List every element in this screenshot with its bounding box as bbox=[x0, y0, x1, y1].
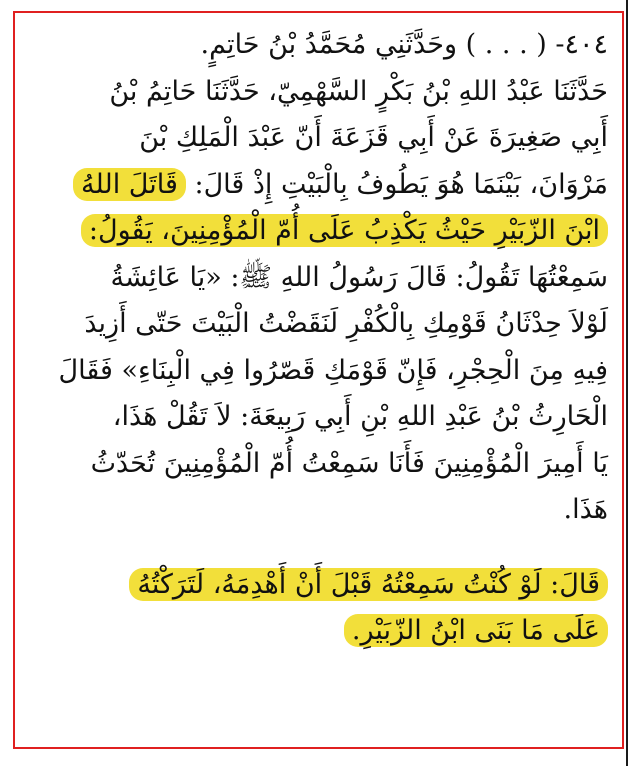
text-line-6: سَمِعْتُهَا تَقُولُ: قَالَ رَسُولُ اللهِ ﷺ: «يَا عَائِشَةُ bbox=[110, 261, 608, 293]
text-line-10: يَا أَمِيرَ الْمُؤْمِنِينَ فَأَنَا سَمِعْتُ أُمّ الْمُؤْمِنِينَ تُحَدّثُ bbox=[90, 447, 608, 479]
text-line-2: حَدَّثَنَا عَبْدُ اللهِ بْنُ بَكْرٍ السَّهْمِيّ، حَدَّثَنَا حَاتِمُ بْنُ bbox=[109, 75, 608, 107]
text-line-8: فِيهِ مِنَ الْحِجْرِ، فَإِنّ قَوْمَكِ قَصّرُوا فِي الْبِنَاءِ» فَقَالَ bbox=[58, 354, 608, 386]
text-line-3: أَبِي صَغِيرَةَ عَنْ أَبِي قَزَعَةَ أَنّ عَبْدَ الْمَلِكِ بْنَ bbox=[139, 122, 608, 153]
text-line-7: لَوْلاَ حِدْثَانُ قَوْمِكِ بِالْكُفْرِ لَنَقَضْتُ الْبَيْتَ حَتّى أَزِيدَ bbox=[84, 308, 608, 339]
highlighted-phrase-3: قَالَ: لَوْ كُنْتُ سَمِعْتُهُ قَبْلَ أَنْ أَهْدِمَهُ، لَتَرَكْتُهُ bbox=[129, 568, 608, 601]
text-line-4-plain: مَرْوَانَ، بَيْنَمَا هُوَ يَطُوفُ بِالْبَيْتِ إِذْ قَالَ: bbox=[194, 168, 608, 200]
paragraph-gap bbox=[48, 534, 608, 562]
text-line-11: هَذَا. bbox=[563, 494, 608, 525]
text-line-4 bbox=[48, 162, 608, 209]
highlighted-phrase-4: عَلَى مَا بَنَى ابْنُ الزّبَيْرِ. bbox=[344, 614, 608, 647]
text-line-5 bbox=[48, 208, 608, 255]
text-line-9: الْحَارِثُ بْنُ عَبْدِ اللهِ بْنِ أَبِي رَبِيعَةَ: لاَ تَقُلْ هَذَا، bbox=[112, 401, 608, 432]
text-line-12 bbox=[48, 562, 608, 609]
highlighted-phrase-2: ابْنَ الزّبَيْرِ حَيْثُ يَكْذِبُ عَلَى أُمّ الْمُؤْمِنِينَ، يَقُولُ: bbox=[81, 214, 608, 247]
text-line-1: ٤٠٤- ( . . . ) وحَدَّثَنِي مُحَمَّدُ بْنُ حَاتِمٍ. bbox=[200, 29, 608, 60]
hadith-text bbox=[48, 22, 608, 655]
highlighted-phrase-1: قَاتَلَ اللهُ bbox=[73, 168, 186, 201]
page-edge-divider bbox=[626, 0, 628, 766]
text-line-13 bbox=[48, 608, 608, 655]
